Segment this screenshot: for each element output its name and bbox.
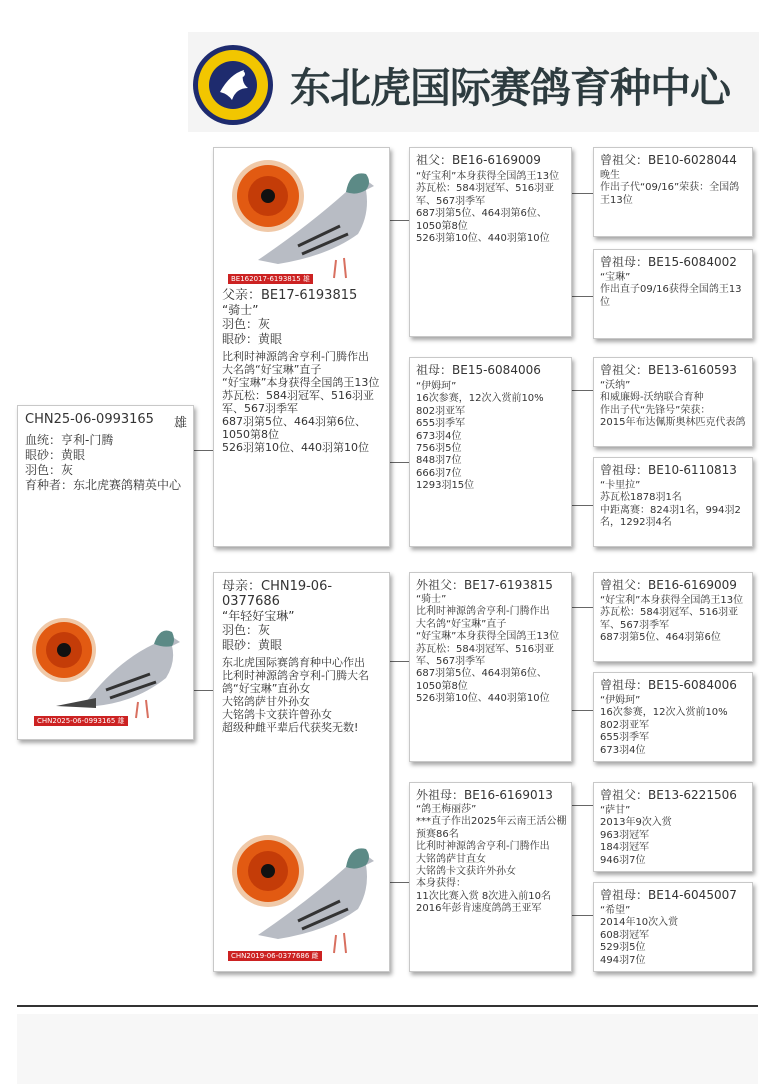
card-ring: 外祖母：BE16-6169013: [416, 788, 553, 802]
card-note: 2016年彭肯速度鸽鸽王亚军: [416, 903, 542, 915]
card-note: “好宝利”本身获得全国鸽王13位: [416, 171, 560, 182]
card-ring: 曾祖母：BE10-6110813: [600, 463, 737, 477]
great-grandfather-card: [593, 782, 753, 872]
card-note: 16次参赛，12次入赏前10%: [600, 707, 728, 719]
great-grandmother-card: [593, 882, 753, 972]
connector: [571, 915, 594, 916]
card-note: 1293羽15位: [416, 480, 475, 492]
card-note: 比利时神源鸽舍亨利-门腾作出: [416, 606, 550, 618]
card-ring: 曾祖父：BE13-6160593: [600, 363, 737, 377]
connector: [194, 690, 214, 691]
connector: [389, 220, 410, 221]
father-card: [213, 147, 390, 547]
card-note: 673羽4位: [416, 430, 462, 442]
connector: [389, 661, 410, 662]
father-eye: 眼砂：黄眼: [222, 332, 283, 346]
card-note: 756羽5位: [416, 443, 462, 455]
card-note: 苏瓦松：584羽冠军、516羽亚军、567羽季军: [416, 183, 555, 207]
card-note: 作出子代“先锋号”荣获：: [600, 404, 711, 416]
connector: [571, 390, 594, 391]
card-note: “骑士”: [416, 594, 447, 605]
great-grandmother-card: [593, 249, 753, 339]
card-ring: 曾祖父：BE10-6028044: [600, 153, 737, 167]
father-ring: 父亲：BE17-6193815: [222, 288, 358, 303]
mother-color: 羽色：灰: [222, 623, 271, 637]
card-note: 大铭鸽卡文获许外孙女: [416, 866, 516, 878]
father-note: 687羽第5位、464羽第6位、1050第8位: [222, 415, 366, 441]
card-note: 526羽第10位、440羽第10位: [416, 693, 550, 705]
club-logo: [192, 44, 274, 126]
subject-line: 羽色：灰: [25, 463, 74, 477]
card-note: 494羽7位: [600, 954, 646, 966]
card-note: 666羽7位: [416, 467, 462, 479]
card-note: 作出直子09/16获得全国鸽王13位: [600, 284, 742, 308]
great-grandfather-card: [593, 357, 753, 447]
subject-ring: CHN25-06-0993165: [25, 412, 154, 427]
mother-note: 比利时神源鸽舍亨利-门腾大名鸽“好宝琳”直孙女: [222, 669, 369, 695]
father-note: 苏瓦松：584羽冠军、516羽亚军、567羽季军: [222, 389, 374, 415]
father-photo-label: BE162017-6193815 雄: [228, 274, 313, 284]
card-ring: 曾祖父：BE16-6169009: [600, 578, 737, 592]
footer-area: [17, 1014, 758, 1084]
card-ring: 祖母：BE15-6084006: [416, 363, 541, 377]
card-note: “伊姆珂”: [416, 381, 457, 392]
footer-divider: [17, 1005, 758, 1007]
card-note: 大名鸽“好宝琳”直子: [416, 618, 507, 630]
header-title: 东北虎国际赛鸽育种中心: [290, 64, 730, 112]
card-note: 526羽第10位、440羽第10位: [416, 233, 550, 245]
subject-line: 育种者：东北虎赛鸽精英中心: [25, 478, 182, 492]
mother-note: 东北虎国际赛鸽育种中心作出: [222, 656, 365, 669]
connector: [571, 607, 594, 608]
card-note: 946羽7位: [600, 854, 646, 866]
connector: [571, 505, 594, 506]
grandfather-maternal-card: [409, 572, 572, 762]
card-note: 687羽第5位、464羽第6位、1050第8位: [416, 668, 547, 692]
card-note: 晚生: [600, 170, 620, 181]
mother-note: 大铭鸽卡文获许曾孙女: [222, 708, 332, 721]
card-note: 2014年10次入赏: [600, 917, 679, 929]
mother-eye: 眼砂：黄眼: [222, 638, 283, 652]
grandmother-maternal-card: [409, 782, 572, 972]
connector: [571, 805, 594, 806]
connector: [571, 193, 594, 194]
mother-pigeon-photo: [228, 831, 378, 966]
card-ring: 曾祖母：BE14-6045007: [600, 888, 737, 902]
card-note: “伊姆珂”: [600, 695, 641, 706]
great-grandfather-card: [593, 147, 753, 237]
card-note: “沃纳”: [600, 380, 631, 391]
card-note: 2013年9次入赏: [600, 817, 672, 829]
card-note: “希望”: [600, 905, 631, 916]
connector: [571, 296, 594, 297]
mother-note: 大铭鸽萨甘外孙女: [222, 695, 310, 708]
subject-line: 血统：亨利-门腾: [25, 433, 114, 447]
card-note: 作出子代“09/16”荣获：全国鸽王13位: [600, 182, 740, 206]
card-note: 963羽冠军: [600, 829, 650, 841]
subject-line: 眼砂：黄眼: [25, 448, 86, 462]
subject-photo-label: CHN2025-06-0993165 雄: [34, 716, 128, 726]
father-note: 526羽第10位、440羽第10位: [222, 441, 369, 454]
card-note: 608羽冠军: [600, 929, 650, 941]
card-note: 苏瓦松：584羽冠军、516羽亚军、567羽季军: [600, 607, 739, 631]
card-note: “好宝利”本身获得全国鸽王13位: [600, 595, 744, 606]
card-note: 苏瓦松：584羽冠军、516羽亚军、567羽季军: [416, 643, 555, 668]
great-grandfather-card: [593, 572, 753, 662]
card-note: 529羽5位: [600, 942, 646, 954]
card-note: 16次参赛，12次入赏前10%: [416, 393, 544, 405]
card-note: 11次比赛入赏 8次进入前10名: [416, 890, 551, 902]
card-note: 673羽4位: [600, 744, 646, 756]
father-pigeon-photo: [228, 156, 378, 286]
card-ring: 曾祖母：BE15-6084002: [600, 255, 737, 269]
card-note: 848羽7位: [416, 455, 462, 467]
card-note: 苏瓦松1878羽1名: [600, 492, 682, 504]
card-note: 655羽季军: [416, 418, 466, 430]
card-ring: 外祖父：BE17-6193815: [416, 578, 553, 592]
card-note: 655羽季军: [600, 732, 650, 744]
great-grandmother-card: [593, 672, 753, 762]
mother-ring: 母亲：CHN19-06-0377686: [222, 579, 333, 609]
card-note: “鸽王梅丽莎”: [416, 804, 477, 815]
great-grandmother-card: [593, 457, 753, 547]
card-note: “卡里拉”: [600, 480, 641, 491]
connector: [389, 882, 410, 883]
mother-card: [213, 572, 390, 972]
mother-photo-label: CHN2019-06-0377686 雌: [228, 951, 322, 961]
connector: [571, 710, 594, 711]
father-color: 羽色：灰: [222, 317, 271, 331]
mother-note: 超级种雌平辈后代获奖无数!: [222, 721, 359, 734]
grandfather-paternal-card: [409, 147, 572, 337]
father-note: 比利时神源鸽舍亨利-门腾作出: [222, 350, 369, 363]
subject-card: [17, 405, 194, 740]
card-note: 687羽第5位、464羽第6位: [600, 632, 721, 644]
father-note: 大名鸽“好宝琳”直子: [222, 363, 322, 376]
connector: [194, 450, 214, 451]
card-note: “宝琳”: [600, 272, 631, 283]
card-ring: 曾祖父：BE13-6221506: [600, 788, 737, 802]
card-ring: 曾祖母：BE15-6084006: [600, 678, 737, 692]
subject-sex: 雄: [173, 416, 187, 431]
card-note: 中距离赛：824羽1名，994羽2名，1292羽4名: [600, 504, 741, 529]
card-note: 2015年布达佩斯奥林匹克代表鸽: [600, 417, 746, 429]
card-note: 本身获得：: [416, 878, 466, 890]
card-note: “好宝琳”本身获得全国鸽王13位: [416, 631, 560, 643]
card-note: 184羽冠军: [600, 842, 650, 854]
mother-name: “年轻好宝琳”: [222, 609, 295, 623]
card-note: 802羽亚军: [600, 719, 650, 731]
card-ring: 祖父：BE16-6169009: [416, 153, 541, 167]
card-note: “萨甘”: [600, 805, 631, 816]
grandmother-paternal-card: [409, 357, 572, 547]
father-name: “骑士”: [222, 303, 259, 317]
card-note: 802羽亚军: [416, 405, 466, 417]
card-note: 比利时神源鸽舍亨利-门腾作出: [416, 841, 550, 853]
card-note: ***直子作出2025年云南王活公棚预赛86名: [416, 816, 567, 840]
connector: [389, 462, 410, 463]
card-note: 和威廉姆-沃纳联合育种: [600, 392, 704, 404]
card-note: 大铭鸽萨甘直女: [416, 853, 486, 865]
card-note: 687羽第5位、464羽第6位、1050第8位: [416, 208, 547, 232]
subject-pigeon-photo: [26, 602, 186, 732]
father-note: “好宝琳”本身获得全国鸽王13位: [222, 376, 380, 389]
